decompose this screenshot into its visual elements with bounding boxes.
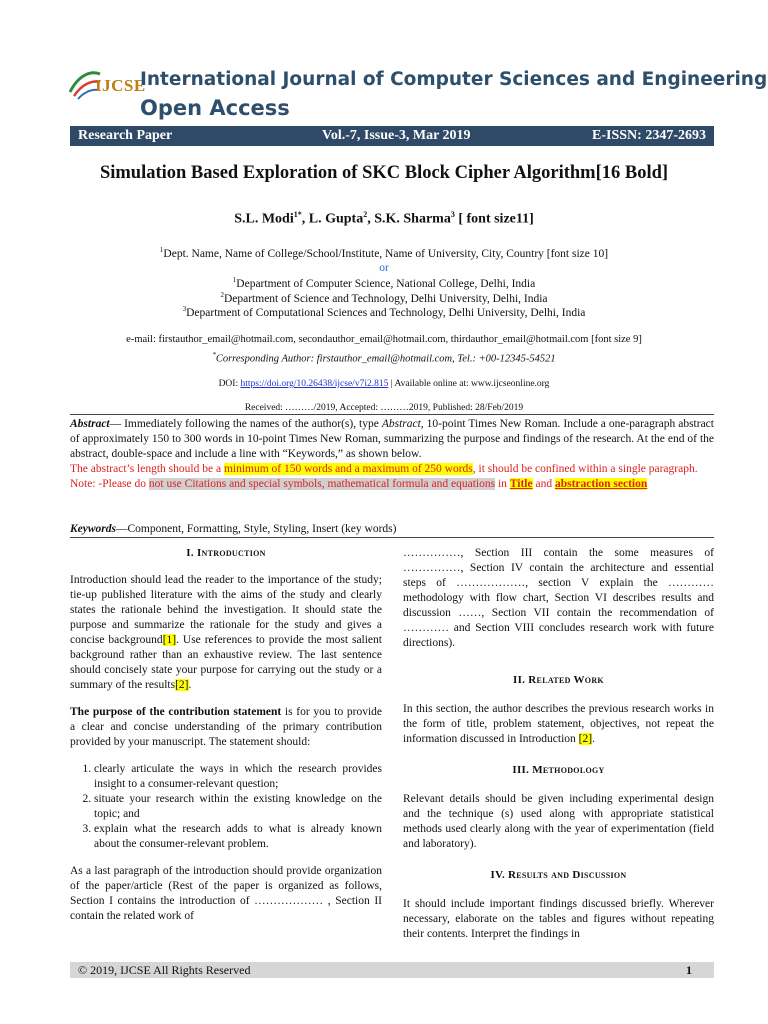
abstract-length-note: The abstract’s length should be a minimum of 150 words and a maximum of 250 words, it should be confined within a single paragraph. <box>70 463 698 475</box>
methodology-heading: III. Methodology <box>512 764 605 776</box>
introduction-heading: I. Introduction <box>186 547 266 559</box>
or-separator: or <box>379 262 389 274</box>
copyright: © 2019, IJCSE All Rights Reserved <box>78 963 251 977</box>
left-column <box>70 546 382 924</box>
results-heading: IV. Results and Discussion <box>490 869 627 881</box>
list-item: 3. explain what the research adds to what is already known about the consumer-relevant problem. <box>94 822 382 852</box>
affiliation-3: $^3$Department of Computational Sciences and Technology, Delhi University, Delhi, India <box>182 305 586 319</box>
abstract-text: Abstract— Immediately following the names of the author(s), type Abstract, 10-point Times New Roman. Include a one-paragraph abstract of approximately 150 to 300 words in 10-point Times New Roman, summarizing the purpose and findings of the research. At the end of the abstract, double-space and include a line with “Keywords,” as shown below. <box>70 418 714 460</box>
header-bar <box>70 126 714 146</box>
logo-text: IJCSE <box>95 76 146 95</box>
right-column <box>403 546 714 942</box>
author-list: S.L. Modi$^{1*}$, L. Gupta$^2$, S.K. Sharma$^3$ [ font size11] <box>234 210 534 227</box>
list-item: 1. clearly articulate the ways in which the research provides insight to a consumer-relevant question; <box>94 762 382 792</box>
intro-paragraph: Introduction should lead the reader to the importance of the study; tie-up published literature with the aims of the study and clearly states the rationale behind the investigation. It should state the purpose and summarize the rationale for the study and gives a concise background[1]. Use references to provide the most salient background rather than an exhaustive review. The last sentence should concisely state your purpose for carrying out the study or a summary of the results[2]. <box>70 574 382 691</box>
dates-line: Received: ………/2019, Accepted: ………2019, Published: 28/Feb/2019 <box>244 403 524 413</box>
corresponding-author: *Corresponding Author: firstauthor_email@hotmail.com, Tel.: +00-12345-54521 <box>212 351 556 365</box>
related-work-heading: II. Related Work <box>513 674 604 686</box>
contribution-list <box>70 762 382 852</box>
purpose-paragraph: The purpose of the contribution statement is for you to provide a clear and concise understanding of the primary contribution provided by your manuscript. The statement should: <box>70 706 382 748</box>
results-paragraph: It should include important findings discussed briefly. Wherever necessary, elaborate on the tables and figures without repeating their contents. Interpret the findings in <box>403 898 714 940</box>
doi-link[interactable]: https://doi.org/10.26438/ijcse/v7i2.815 <box>240 379 389 389</box>
paper-title: Simulation Based Exploration of SKC Block Cipher Algorithm[16 Bold] <box>99 163 669 183</box>
organization-paragraph: As a last paragraph of the introduction should provide organization of the paper/article (Rest of the paper is organized as follows, Section I contains the introduction of ……………… , Section II contain the related work of <box>70 865 382 922</box>
related-work-paragraph: In this section, the author describes the previous research works in the form of title, problem statement, objectives, not repeat the information discussed in Introduction [2]. <box>403 703 714 745</box>
abstract-citation-note: Note: -Please do not use Citations and special symbols, mathematical formula and equations in Title and abstraction section <box>70 478 648 490</box>
list-item: 2. situate your research within the existing knowledge on the topic; and <box>94 792 382 822</box>
open-access-label: Open Access <box>140 96 290 120</box>
author-emails: e-mail: firstauthor_email@hotmail.com, secondauthor_email@hotmail.com, thirdauthor_email@hotmail.com [font size 9] <box>126 334 642 345</box>
affiliation-1: $^1$Department of Computer Science, National College, Delhi, India <box>232 276 536 290</box>
issn: E-ISSN: 2347-2693 <box>592 128 706 143</box>
page-footer <box>70 962 714 978</box>
organization-continued: ……………, Section III contain the some measures of ……………, Section IV contain the architecture and essential steps of ………………, section V explain the ………… methodology with flow chart, Section VI describes results and discussion ……, Section VII contain the recommendation of ………… and Section VIII concludes research work with future directions). <box>403 547 714 649</box>
affiliation-generic: $^1$Dept. Name, Name of College/School/Institute, Name of University, City, Country [font size 10] <box>159 246 609 260</box>
abstract-block <box>70 417 714 492</box>
page-number: 1 <box>686 963 692 977</box>
divider-keywords <box>70 537 714 538</box>
keywords-line: Keywords—Component, Formatting, Style, Styling, Insert (key words) <box>70 523 397 535</box>
journal-name: International Journal of Computer Sciences and Engineering <box>140 69 768 90</box>
volume-issue: Vol.-7, Issue-3, Mar 2019 <box>322 128 471 143</box>
article-type: Research Paper <box>78 128 173 143</box>
affiliation-2: $^2$Department of Science and Technology, Delhi University, Delhi, India <box>220 291 548 305</box>
divider-top <box>70 414 714 415</box>
methodology-paragraph: Relevant details should be given including experimental design and the technique (s) used along with appropriate statistical methods used clearly along with the year of experimentation (field and laboratory). <box>403 793 714 850</box>
doi-line: DOI: https://doi.org/10.26438/ijcse/v7i2.815 | Available online at: www.ijcseonline.org <box>218 379 550 389</box>
